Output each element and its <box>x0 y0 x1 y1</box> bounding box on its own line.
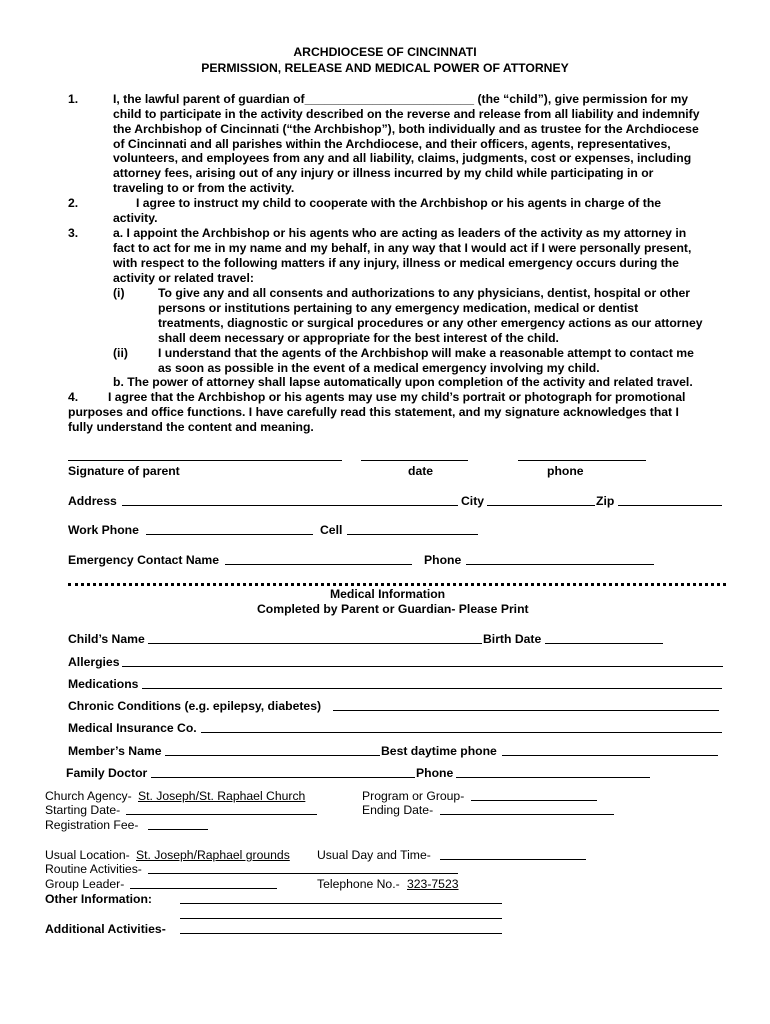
other-information-field-2[interactable] <box>180 918 502 919</box>
p3-i-line: shall deem necessary or appropriate for the best interest of the child. <box>158 331 559 345</box>
telephone-label: Telephone No.- <box>317 877 400 891</box>
p3-line: fact to act for me in my name and my behalf, in any way that I would act if I were personally present, <box>113 241 692 255</box>
additional-activities-label: Additional Activities- <box>45 922 166 936</box>
p3-i-line: To give any and all consents and authorizations to any physicians, dentist, hospital or other <box>158 286 691 300</box>
church-agency-label: Church Agency- <box>45 789 132 803</box>
cell-label: Cell <box>320 523 343 537</box>
p1-line: volunteers, and employees from any and all liability, claims, judgments, cost or expenses, including <box>113 151 692 165</box>
p4-number: 4. <box>68 390 79 404</box>
zip-label: Zip <box>596 494 615 508</box>
p3-number: 3. <box>68 226 79 240</box>
doctor-phone-field[interactable] <box>456 777 650 778</box>
best-phone-field[interactable] <box>502 755 718 756</box>
emergency-phone-label: Phone <box>424 553 462 567</box>
ending-date-field[interactable] <box>440 814 614 815</box>
p3-b-line: b. The power of attorney shall lapse automatically upon completion of the activity and related travel. <box>113 375 693 389</box>
cell-field[interactable] <box>347 534 478 535</box>
signature-label: Signature of parent <box>68 464 180 478</box>
p1-line: child to participate in the activity described on the reverse and release from all liability and indemnify <box>113 107 700 121</box>
medications-label: Medications <box>68 677 139 691</box>
ending-date-label: Ending Date- <box>362 803 434 817</box>
chronic-conditions-field[interactable] <box>333 710 719 711</box>
signature-line[interactable] <box>68 460 342 461</box>
p4-line: purposes and office functions. I have carefully read this statement, and my signature acknowledges that I <box>68 405 679 419</box>
section-divider <box>68 583 726 586</box>
starting-date-field[interactable] <box>126 814 317 815</box>
p3-i-number: (i) <box>113 286 125 300</box>
best-phone-label: Best daytime phone <box>381 744 497 758</box>
address-field[interactable] <box>122 505 458 506</box>
work-phone-field[interactable] <box>146 534 313 535</box>
family-doctor-label: Family Doctor <box>66 766 148 780</box>
childs-name-field[interactable] <box>148 643 482 644</box>
date-label: date <box>408 464 434 478</box>
p1-line: traveling to or from the activity. <box>113 181 295 195</box>
p4-line: I agree that the Archbishop or his agents may use my child’s portrait or photograph for promotional <box>108 390 686 404</box>
birth-date-field[interactable] <box>545 643 663 644</box>
org-name: ARCHDIOCESE OF CINCINNATI <box>293 45 477 59</box>
additional-activities-field[interactable] <box>180 933 502 934</box>
church-agency-value: St. Joseph/St. Raphael Church <box>138 789 306 803</box>
medical-subheading: Completed by Parent or Guardian- Please Print <box>257 602 529 616</box>
group-leader-label: Group Leader- <box>45 877 125 891</box>
p3-line: activity or related travel: <box>113 271 254 285</box>
p3-line: with respect to the following matters if any injury, illness or medical emergency occurs during the <box>113 256 679 270</box>
program-group-field[interactable] <box>471 800 597 801</box>
doctor-phone-label: Phone <box>416 766 454 780</box>
city-field[interactable] <box>487 505 595 506</box>
p1-line: the Archbishop of Cincinnati (“the Archbishop”), both individually and as trustee for the Archdiocese <box>113 122 699 136</box>
registration-fee-label: Registration Fee- <box>45 818 139 832</box>
group-leader-field[interactable] <box>130 888 277 889</box>
p3-ii-line: as soon as possible in the event of a medical emergency involving my child. <box>158 361 600 375</box>
emergency-contact-label: Emergency Contact Name <box>68 553 220 567</box>
routine-activities-field[interactable] <box>148 873 458 874</box>
p2-line: activity. <box>113 211 158 225</box>
telephone-value: 323-7523 <box>407 877 459 891</box>
p3-i-line: persons or institutions pertaining to any emergency medication, medical or dentist <box>158 301 639 315</box>
starting-date-label: Starting Date- <box>45 803 121 817</box>
phone-line[interactable] <box>518 460 646 461</box>
zip-field[interactable] <box>618 505 722 506</box>
work-phone-label: Work Phone <box>68 523 139 537</box>
insurance-label: Medical Insurance Co. <box>68 721 197 735</box>
routine-activities-label: Routine Activities- <box>45 862 142 876</box>
usual-day-time-field[interactable] <box>440 859 586 860</box>
p2-line: I agree to instruct my child to cooperate with the Archbishop or his agents in charge of the <box>136 196 662 210</box>
p1-line: attorney fees, arising out of any injury or illness incurred by my child while participating in or <box>113 166 654 180</box>
p1-line: of Cincinnati and all parishes within the Archdiocese, and their officers, agents, representatives, <box>113 137 671 151</box>
emergency-phone-field[interactable] <box>466 564 654 565</box>
p3-ii-number: (ii) <box>113 346 128 360</box>
phone-label: phone <box>547 464 584 478</box>
usual-location-label: Usual Location- <box>45 848 130 862</box>
chronic-conditions-label: Chronic Conditions (e.g. epilepsy, diabetes) <box>68 699 322 713</box>
other-information-field[interactable] <box>180 903 502 904</box>
p4-line: fully understand the content and meaning. <box>68 420 314 434</box>
emergency-contact-field[interactable] <box>225 564 412 565</box>
program-group-label: Program or Group- <box>362 789 465 803</box>
member-name-label: Member’s Name <box>68 744 162 758</box>
insurance-field[interactable] <box>201 732 722 733</box>
p2-number: 2. <box>68 196 79 210</box>
address-label: Address <box>68 494 117 508</box>
p3-i-line: treatments, diagnostic or surgical procedures or any other emergency actions as our attorney <box>158 316 703 330</box>
form-title: PERMISSION, RELEASE AND MEDICAL POWER OF ATTORNEY <box>201 61 569 75</box>
p1-number: 1. <box>68 92 79 106</box>
other-information-label: Other Information: <box>45 892 152 906</box>
city-label: City <box>461 494 485 508</box>
allergies-field[interactable] <box>122 666 723 667</box>
member-name-field[interactable] <box>165 755 380 756</box>
usual-day-time-label: Usual Day and Time- <box>317 848 431 862</box>
usual-location-value: St. Joseph/Raphael grounds <box>136 848 290 862</box>
childs-name-label: Child’s Name <box>68 632 145 646</box>
medical-heading: Medical Information <box>330 587 446 601</box>
p1-line: I, the lawful parent of guardian of_________________________ (the “child”), give permission for my <box>113 92 689 106</box>
birth-date-label: Birth Date <box>483 632 542 646</box>
family-doctor-field[interactable] <box>151 777 415 778</box>
p3-line: a. I appoint the Archbishop or his agents who are acting as leaders of the activity as my attorney in <box>113 226 687 240</box>
medications-field[interactable] <box>142 688 722 689</box>
date-line[interactable] <box>361 460 468 461</box>
p3-ii-line: I understand that the agents of the Archbishop will make a reasonable attempt to contact me <box>158 346 694 360</box>
allergies-label: Allergies <box>68 655 120 669</box>
registration-fee-field[interactable] <box>148 829 208 830</box>
